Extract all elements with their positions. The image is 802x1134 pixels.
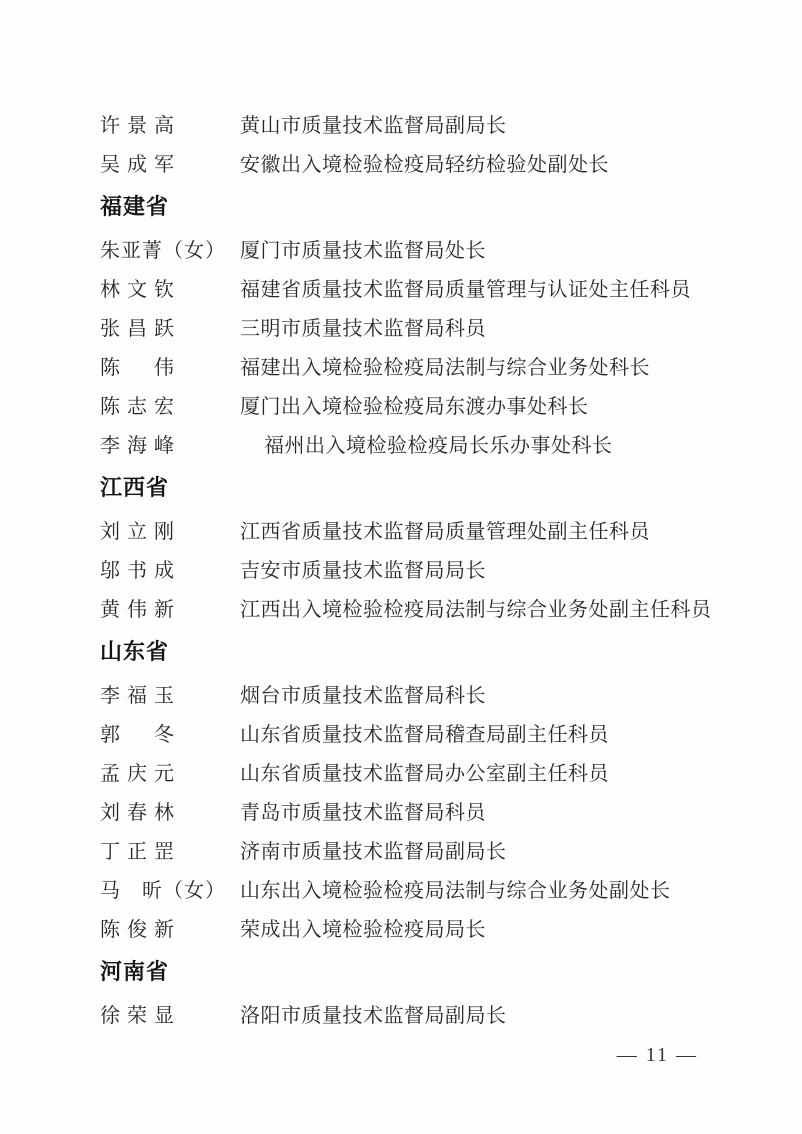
entry-row <box>100 153 725 192</box>
entry-row <box>100 520 725 559</box>
entry-name: 陈志宏 <box>100 396 181 418</box>
entry-name: 李福玉 <box>100 685 181 707</box>
entry-row <box>100 278 725 317</box>
entry-name: 林文钦 <box>100 279 181 301</box>
entry-name: 刘春林 <box>100 802 181 824</box>
entry-row <box>100 239 725 278</box>
commendation-list <box>100 114 725 1043</box>
entry-row <box>100 434 725 473</box>
entry-row <box>100 559 725 598</box>
province-header: 河南省 <box>100 959 170 984</box>
entry-row <box>100 356 725 395</box>
entry-title: 洛阳市质量技术监督局副局长 <box>240 1005 507 1027</box>
entry-name: 丁正罡 <box>100 841 181 863</box>
entry-name: 孟庆元 <box>100 763 181 785</box>
entry-name: 邬书成 <box>100 560 181 582</box>
entry-title: 厦门市质量技术监督局处长 <box>240 240 486 262</box>
entry-row <box>100 918 725 957</box>
entry-title: 烟台市质量技术监督局科长 <box>240 685 486 707</box>
entry-row <box>100 801 725 840</box>
entry-name: 黄伟新 <box>100 599 181 621</box>
province-header: 江西省 <box>100 475 170 500</box>
province-header: 山东省 <box>100 639 170 664</box>
page-number: — 11 — <box>616 1044 698 1066</box>
entry-name: 吴成军 <box>100 154 181 176</box>
entry-row <box>100 1004 725 1043</box>
entry-name: 马 昕（女） <box>100 880 226 902</box>
entry-row <box>100 598 725 637</box>
entry-title: 福州出入境检验检疫局长乐办事处科长 <box>264 435 613 457</box>
entry-title: 江西省质量技术监督局质量管理处副主任科员 <box>240 521 650 543</box>
entry-row <box>100 762 725 801</box>
province-header: 福建省 <box>100 194 170 219</box>
entry-name: 陈俊新 <box>100 919 181 941</box>
entry-row <box>100 684 725 723</box>
entry-row <box>100 317 725 356</box>
entry-title: 济南市质量技术监督局副局长 <box>240 841 507 863</box>
entry-name: 徐荣显 <box>100 1005 181 1027</box>
entry-title: 吉安市质量技术监督局局长 <box>240 560 486 582</box>
entry-row <box>100 114 725 153</box>
entry-name: 朱亚菁（女） <box>100 240 226 262</box>
entry-row <box>100 879 725 918</box>
entry-row <box>100 840 725 879</box>
entry-name: 张昌跃 <box>100 318 181 340</box>
entry-row <box>100 723 725 762</box>
entry-title: 福建出入境检验检疫局法制与综合业务处科长 <box>240 357 650 379</box>
entry-title: 青岛市质量技术监督局科员 <box>240 802 486 824</box>
entry-title: 黄山市质量技术监督局副局长 <box>240 115 507 137</box>
entry-title: 福建省质量技术监督局质量管理与认证处主任科员 <box>240 279 691 301</box>
entry-title: 江西出入境检验检疫局法制与综合业务处副主任科员 <box>240 599 712 621</box>
entry-name: 刘立刚 <box>100 521 181 543</box>
entry-row <box>100 395 725 434</box>
entry-title: 山东出入境检验检疫局法制与综合业务处副处长 <box>240 880 671 902</box>
entry-name: 许景高 <box>100 115 181 137</box>
entry-name: 李海峰 <box>100 435 181 457</box>
entry-name: 郭 冬 <box>100 724 181 746</box>
entry-title: 安徽出入境检验检疫局轻纺检验处副处长 <box>240 154 609 176</box>
entry-title: 山东省质量技术监督局办公室副主任科员 <box>240 763 609 785</box>
entry-title: 厦门出入境检验检疫局东渡办事处科长 <box>240 396 589 418</box>
entry-title: 荣成出入境检验检疫局局长 <box>240 919 486 941</box>
entry-name: 陈 伟 <box>100 357 181 379</box>
entry-title: 山东省质量技术监督局稽查局副主任科员 <box>240 724 609 746</box>
entry-title: 三明市质量技术监督局科员 <box>240 318 486 340</box>
